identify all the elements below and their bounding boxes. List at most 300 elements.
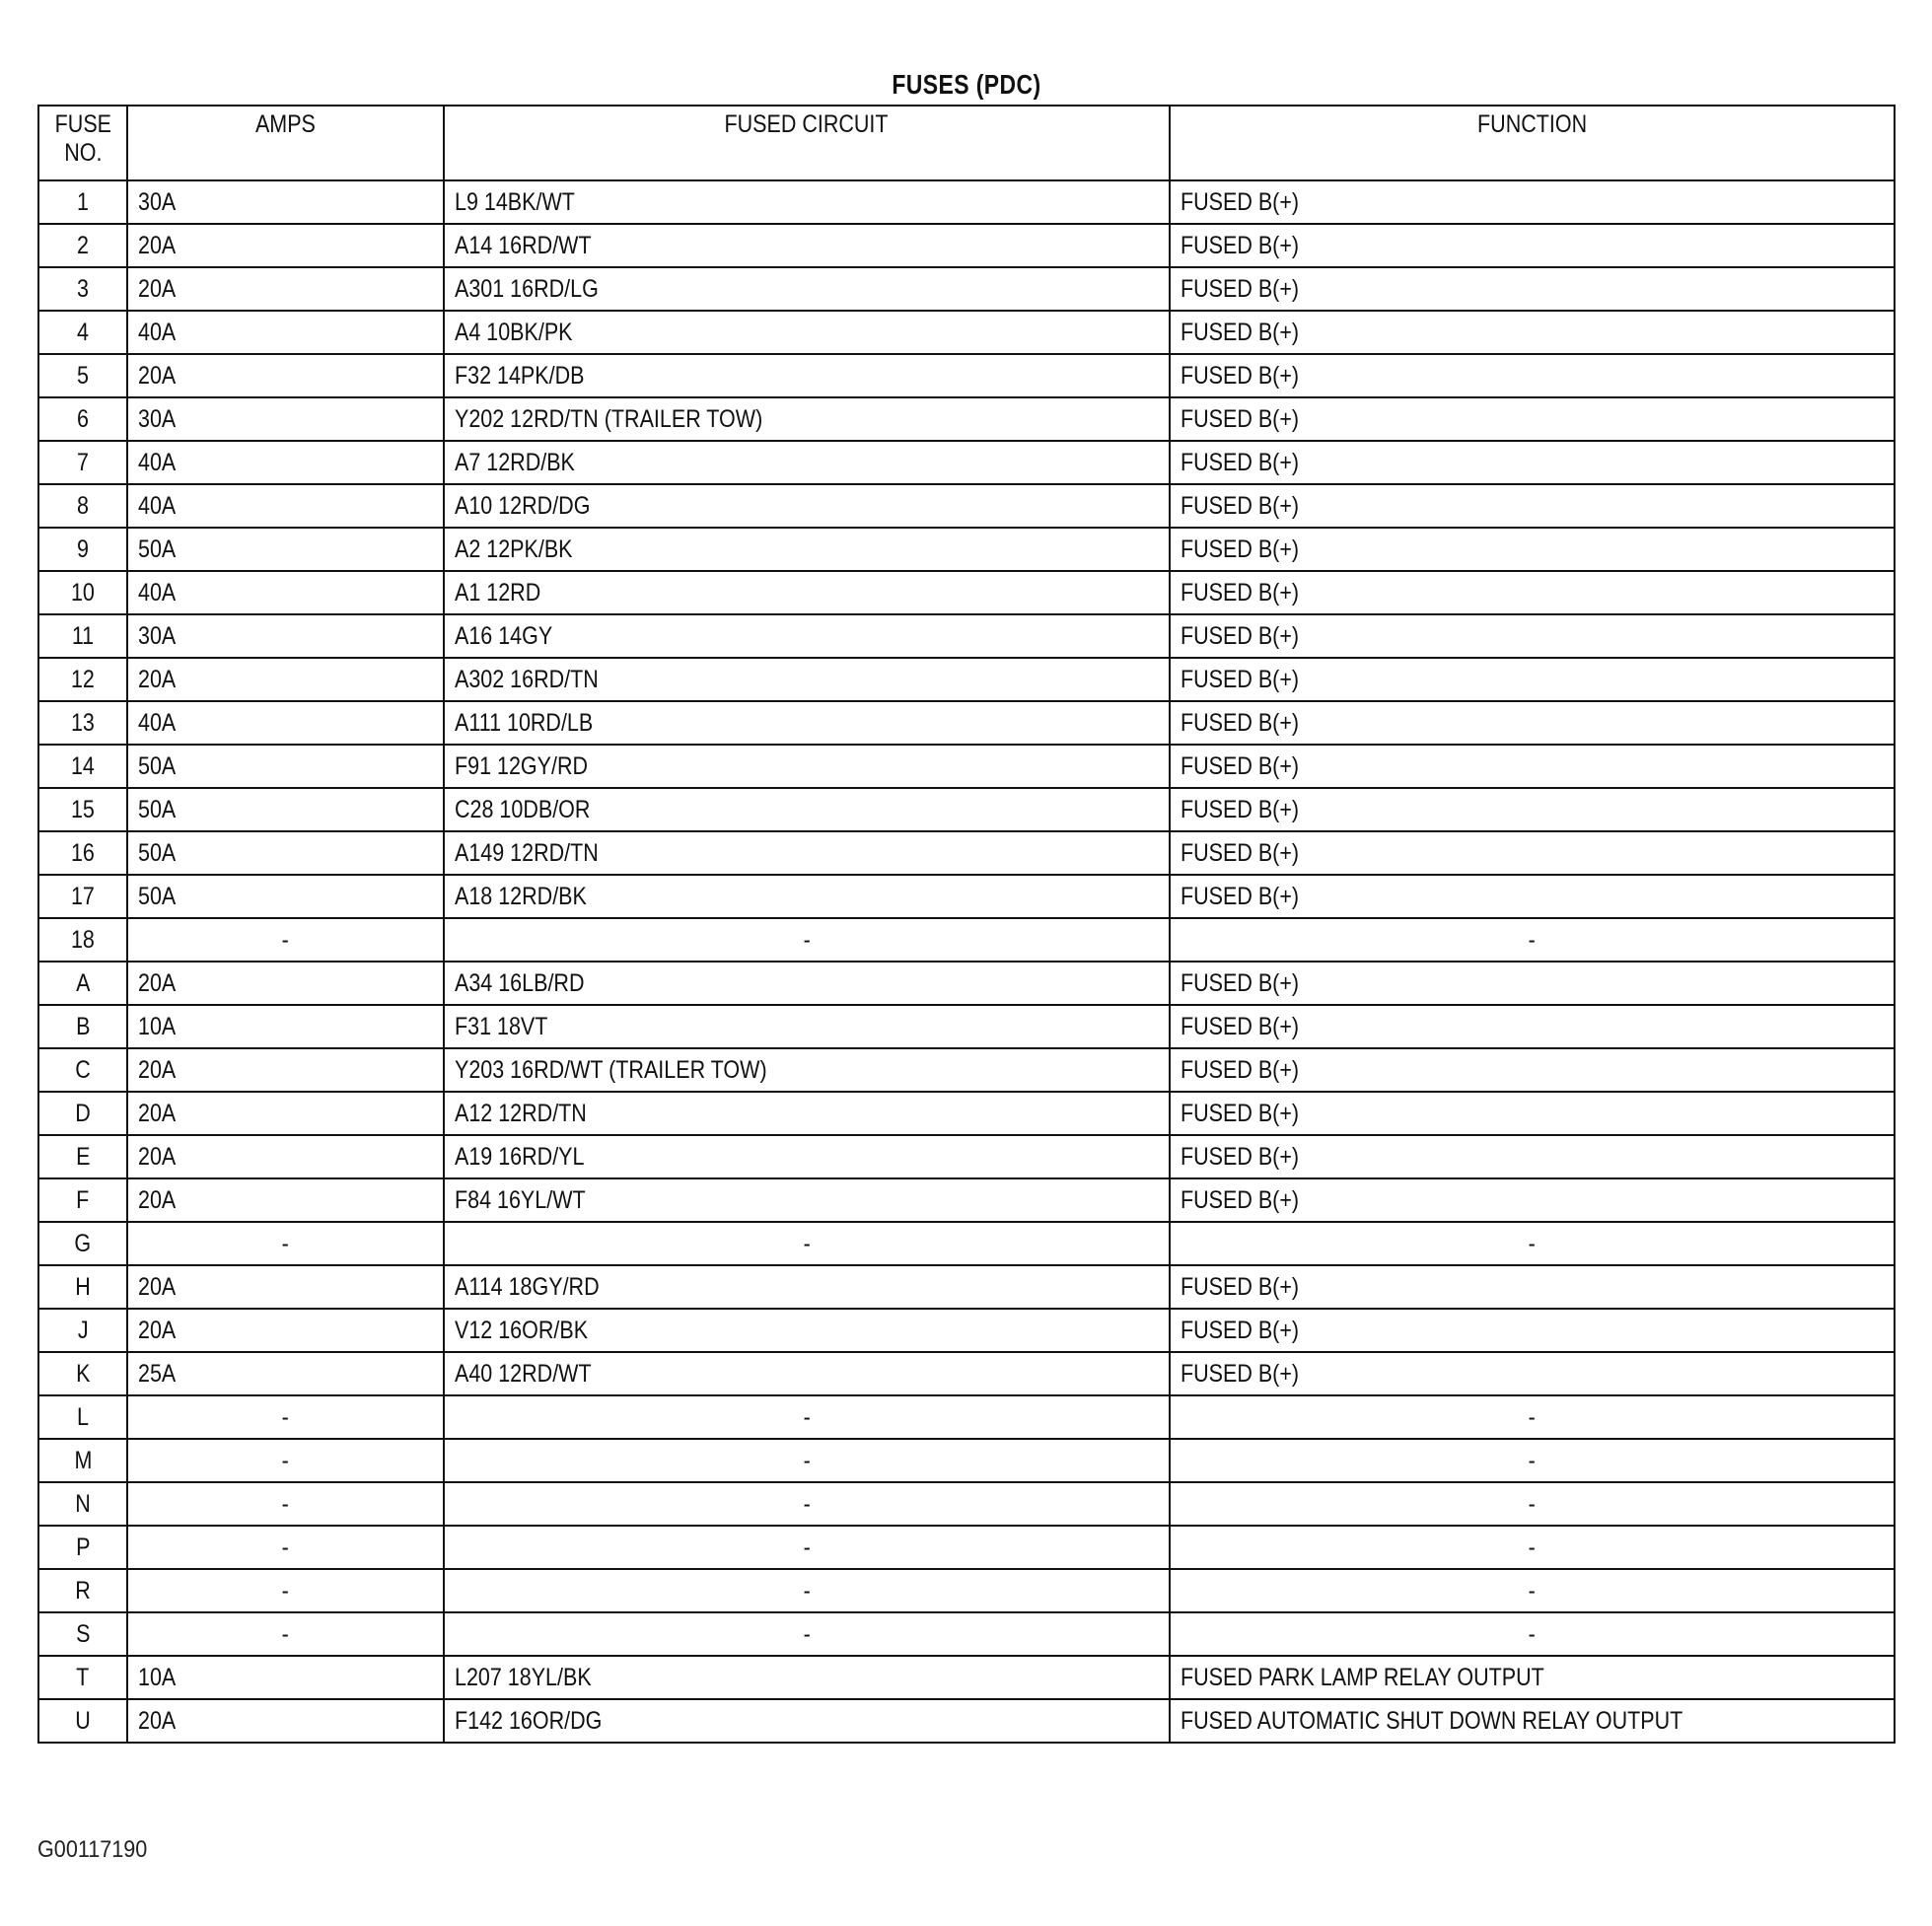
amps-cell bbox=[127, 397, 444, 441]
fuse-no-cell bbox=[38, 180, 127, 224]
fused-circuit-cell bbox=[444, 962, 1170, 1005]
amps-text: - bbox=[281, 1533, 290, 1561]
fused-circuit-cell bbox=[444, 311, 1170, 354]
function-cell bbox=[1170, 1699, 1895, 1743]
fused-circuit-text: A10 12RD/DG bbox=[455, 491, 591, 520]
table-row bbox=[38, 1265, 1895, 1309]
fuse-no-cell bbox=[38, 1699, 127, 1743]
fuse-no-cell bbox=[38, 788, 127, 831]
table-row bbox=[38, 1048, 1895, 1092]
function-text: FUSED B(+) bbox=[1181, 1316, 1300, 1344]
amps-cell bbox=[127, 1222, 444, 1265]
function-text: FUSED B(+) bbox=[1181, 404, 1300, 433]
fused-circuit-text: A16 14GY bbox=[455, 621, 553, 650]
table-row bbox=[38, 1439, 1895, 1482]
fused-circuit-cell bbox=[444, 1569, 1170, 1612]
amps-cell bbox=[127, 1352, 444, 1395]
fused-circuit-cell bbox=[444, 1178, 1170, 1222]
table-row bbox=[38, 1526, 1895, 1569]
fused-circuit-text: - bbox=[803, 1533, 811, 1561]
fuse-no-text: 6 bbox=[77, 404, 89, 433]
fused-circuit-cell bbox=[444, 1265, 1170, 1309]
fuse-no-cell bbox=[38, 1135, 127, 1178]
fused-circuit-text: L9 14BK/WT bbox=[455, 187, 575, 216]
table-row bbox=[38, 701, 1895, 745]
function-cell bbox=[1170, 831, 1895, 875]
function-text: FUSED B(+) bbox=[1181, 187, 1300, 216]
fused-circuit-text: A4 10BK/PK bbox=[455, 318, 573, 346]
amps-text: 20A bbox=[138, 274, 177, 303]
header-fused-circuit-label: FUSED CIRCUIT bbox=[724, 110, 890, 138]
amps-text: 30A bbox=[138, 404, 177, 433]
fused-circuit-cell bbox=[444, 1135, 1170, 1178]
function-text: FUSED PARK LAMP RELAY OUTPUT bbox=[1181, 1663, 1544, 1691]
amps-cell bbox=[127, 1482, 444, 1526]
function-cell bbox=[1170, 1395, 1895, 1439]
fuse-no-text: 16 bbox=[71, 838, 95, 867]
function-cell bbox=[1170, 875, 1895, 918]
amps-cell bbox=[127, 875, 444, 918]
function-text: - bbox=[1528, 925, 1537, 954]
amps-cell bbox=[127, 180, 444, 224]
function-cell bbox=[1170, 528, 1895, 571]
amps-cell bbox=[127, 831, 444, 875]
fuse-no-text: 12 bbox=[71, 665, 95, 693]
table-row bbox=[38, 1222, 1895, 1265]
amps-text: - bbox=[281, 1229, 290, 1257]
function-text: - bbox=[1528, 1229, 1537, 1257]
amps-cell bbox=[127, 745, 444, 788]
fuse-no-text: 18 bbox=[71, 925, 95, 954]
amps-cell bbox=[127, 1005, 444, 1048]
amps-text: 20A bbox=[138, 968, 177, 997]
function-cell bbox=[1170, 918, 1895, 962]
amps-text: 30A bbox=[138, 621, 177, 650]
header-amps bbox=[127, 106, 444, 180]
amps-cell bbox=[127, 1699, 444, 1743]
amps-cell bbox=[127, 788, 444, 831]
fuse-no-cell bbox=[38, 484, 127, 528]
function-cell bbox=[1170, 1612, 1895, 1656]
amps-text: - bbox=[281, 1489, 290, 1518]
fused-circuit-cell bbox=[444, 484, 1170, 528]
fused-circuit-text: F32 14PK/DB bbox=[455, 361, 585, 390]
amps-text: 50A bbox=[138, 838, 177, 867]
amps-cell bbox=[127, 918, 444, 962]
function-cell bbox=[1170, 354, 1895, 397]
amps-cell bbox=[127, 1612, 444, 1656]
table-row bbox=[38, 918, 1895, 962]
fuse-no-text: M bbox=[74, 1446, 92, 1474]
fuse-no-text: 5 bbox=[77, 361, 89, 390]
fuse-no-cell bbox=[38, 1178, 127, 1222]
fuse-no-text: 10 bbox=[71, 578, 95, 606]
header-fuse-no-label: FUSE NO. bbox=[54, 110, 111, 167]
table-row bbox=[38, 1135, 1895, 1178]
fuse-no-text: L bbox=[77, 1402, 89, 1431]
function-cell bbox=[1170, 484, 1895, 528]
amps-text: 25A bbox=[138, 1359, 177, 1388]
function-text: FUSED B(+) bbox=[1181, 1359, 1300, 1388]
fuse-no-cell bbox=[38, 1526, 127, 1569]
fuse-no-text: 4 bbox=[77, 318, 89, 346]
fused-circuit-cell bbox=[444, 571, 1170, 614]
table-row bbox=[38, 441, 1895, 484]
fused-circuit-cell bbox=[444, 1612, 1170, 1656]
function-cell bbox=[1170, 397, 1895, 441]
amps-cell bbox=[127, 1569, 444, 1612]
fuse-no-cell bbox=[38, 701, 127, 745]
fused-circuit-cell bbox=[444, 180, 1170, 224]
fused-circuit-cell bbox=[444, 1352, 1170, 1395]
amps-cell bbox=[127, 311, 444, 354]
function-text: FUSED B(+) bbox=[1181, 751, 1300, 780]
table-title: FUSES (PDC) bbox=[892, 69, 1041, 100]
fuse-no-cell bbox=[38, 1005, 127, 1048]
fuse-no-text: 13 bbox=[71, 708, 95, 737]
amps-cell bbox=[127, 614, 444, 658]
amps-text: - bbox=[281, 925, 290, 954]
function-cell bbox=[1170, 1309, 1895, 1352]
amps-text: 40A bbox=[138, 708, 177, 737]
fused-circuit-text: A2 12PK/BK bbox=[455, 535, 573, 563]
fused-circuit-text: - bbox=[803, 1489, 811, 1518]
amps-text: 30A bbox=[138, 187, 177, 216]
amps-cell bbox=[127, 1048, 444, 1092]
table-row bbox=[38, 614, 1895, 658]
fused-circuit-cell bbox=[444, 918, 1170, 962]
function-cell bbox=[1170, 1352, 1895, 1395]
amps-text: - bbox=[281, 1446, 290, 1474]
function-cell bbox=[1170, 1135, 1895, 1178]
fused-circuit-cell bbox=[444, 1005, 1170, 1048]
function-cell bbox=[1170, 571, 1895, 614]
fuse-no-cell bbox=[38, 354, 127, 397]
fused-circuit-cell bbox=[444, 1439, 1170, 1482]
fuse-no-text: T bbox=[76, 1663, 90, 1691]
amps-text: - bbox=[281, 1619, 290, 1648]
function-text: - bbox=[1528, 1402, 1537, 1431]
function-text: FUSED B(+) bbox=[1181, 1055, 1300, 1084]
fuse-no-cell bbox=[38, 658, 127, 701]
function-cell bbox=[1170, 1178, 1895, 1222]
table-row bbox=[38, 745, 1895, 788]
table-row bbox=[38, 354, 1895, 397]
fuse-no-text: B bbox=[75, 1012, 91, 1040]
fuse-no-cell bbox=[38, 1656, 127, 1699]
function-cell bbox=[1170, 441, 1895, 484]
function-cell bbox=[1170, 962, 1895, 1005]
function-text: FUSED B(+) bbox=[1181, 535, 1300, 563]
fuse-no-text: A bbox=[75, 968, 91, 997]
amps-text: 40A bbox=[138, 491, 177, 520]
fused-circuit-text: A7 12RD/BK bbox=[455, 448, 575, 476]
fuse-no-cell bbox=[38, 918, 127, 962]
function-cell bbox=[1170, 1656, 1895, 1699]
amps-text: 20A bbox=[138, 231, 177, 259]
fuse-no-text: F bbox=[76, 1185, 90, 1214]
amps-cell bbox=[127, 962, 444, 1005]
fused-circuit-text: - bbox=[803, 925, 811, 954]
fused-circuit-cell bbox=[444, 267, 1170, 311]
fused-circuit-text: F31 18VT bbox=[455, 1012, 548, 1040]
amps-cell bbox=[127, 1656, 444, 1699]
fused-circuit-cell bbox=[444, 397, 1170, 441]
table-row bbox=[38, 311, 1895, 354]
fuse-no-cell bbox=[38, 745, 127, 788]
function-text: FUSED B(+) bbox=[1181, 274, 1300, 303]
function-cell bbox=[1170, 788, 1895, 831]
function-text: FUSED B(+) bbox=[1181, 795, 1300, 823]
fused-circuit-text: A111 10RD/LB bbox=[455, 708, 594, 737]
fuse-no-text: J bbox=[77, 1316, 89, 1344]
function-text: FUSED B(+) bbox=[1181, 318, 1300, 346]
fuse-no-cell bbox=[38, 1309, 127, 1352]
amps-text: 20A bbox=[138, 1185, 177, 1214]
fuse-no-cell bbox=[38, 1092, 127, 1135]
table-row bbox=[38, 658, 1895, 701]
amps-cell bbox=[127, 701, 444, 745]
function-cell bbox=[1170, 701, 1895, 745]
fuse-no-text: 11 bbox=[71, 621, 95, 650]
table-row bbox=[38, 267, 1895, 311]
fused-circuit-text: Y203 16RD/WT (TRAILER TOW) bbox=[455, 1055, 767, 1084]
fuse-no-text: 1 bbox=[77, 187, 89, 216]
function-cell bbox=[1170, 224, 1895, 267]
figure-id: G00117190 bbox=[37, 1836, 148, 1863]
amps-text: - bbox=[281, 1576, 290, 1605]
fuses-table bbox=[37, 105, 1896, 1744]
function-text: FUSED B(+) bbox=[1181, 838, 1300, 867]
amps-cell bbox=[127, 354, 444, 397]
table-row bbox=[38, 571, 1895, 614]
fused-circuit-text: - bbox=[803, 1402, 811, 1431]
fused-circuit-text: - bbox=[803, 1619, 811, 1648]
amps-text: 20A bbox=[138, 665, 177, 693]
function-cell bbox=[1170, 745, 1895, 788]
function-text: - bbox=[1528, 1619, 1537, 1648]
table-row bbox=[38, 180, 1895, 224]
function-text: - bbox=[1528, 1533, 1537, 1561]
fused-circuit-text: C28 10DB/OR bbox=[455, 795, 591, 823]
fuse-no-cell bbox=[38, 224, 127, 267]
fused-circuit-text: F91 12GY/RD bbox=[455, 751, 589, 780]
function-cell bbox=[1170, 1092, 1895, 1135]
function-cell bbox=[1170, 1222, 1895, 1265]
function-text: FUSED B(+) bbox=[1181, 1185, 1300, 1214]
fuse-no-text: C bbox=[75, 1055, 91, 1084]
fuse-no-cell bbox=[38, 571, 127, 614]
fuse-no-text: 2 bbox=[77, 231, 89, 259]
amps-cell bbox=[127, 484, 444, 528]
fused-circuit-cell bbox=[444, 354, 1170, 397]
fuse-no-cell bbox=[38, 311, 127, 354]
header-function-label: FUNCTION bbox=[1476, 110, 1588, 138]
function-text: FUSED B(+) bbox=[1181, 621, 1300, 650]
fuse-no-cell bbox=[38, 1612, 127, 1656]
table-row bbox=[38, 875, 1895, 918]
header-function bbox=[1170, 106, 1895, 180]
fuse-no-text: 17 bbox=[71, 882, 95, 910]
fused-circuit-cell bbox=[444, 1048, 1170, 1092]
fused-circuit-text: F84 16YL/WT bbox=[455, 1185, 586, 1214]
function-cell bbox=[1170, 1526, 1895, 1569]
fused-circuit-text: A34 16LB/RD bbox=[455, 968, 585, 997]
fused-circuit-cell bbox=[444, 1222, 1170, 1265]
function-cell bbox=[1170, 658, 1895, 701]
table-row bbox=[38, 224, 1895, 267]
function-text: FUSED B(+) bbox=[1181, 231, 1300, 259]
fuse-no-text: P bbox=[75, 1533, 91, 1561]
amps-text: 20A bbox=[138, 1055, 177, 1084]
fuse-no-cell bbox=[38, 614, 127, 658]
function-text: FUSED B(+) bbox=[1181, 708, 1300, 737]
function-text: FUSED AUTOMATIC SHUT DOWN RELAY OUTPUT bbox=[1181, 1706, 1683, 1735]
fused-circuit-text: L207 18YL/BK bbox=[455, 1663, 592, 1691]
amps-text: 20A bbox=[138, 1142, 177, 1171]
fused-circuit-cell bbox=[444, 658, 1170, 701]
fuse-no-text: G bbox=[74, 1229, 92, 1257]
function-text: FUSED B(+) bbox=[1181, 1099, 1300, 1127]
fuse-no-text: 8 bbox=[77, 491, 89, 520]
function-text: FUSED B(+) bbox=[1181, 1272, 1300, 1301]
fused-circuit-text: V12 16OR/BK bbox=[455, 1316, 589, 1344]
amps-text: 40A bbox=[138, 448, 177, 476]
table-row bbox=[38, 528, 1895, 571]
fuse-no-cell bbox=[38, 1439, 127, 1482]
amps-cell bbox=[127, 658, 444, 701]
fused-circuit-cell bbox=[444, 788, 1170, 831]
fused-circuit-cell bbox=[444, 1699, 1170, 1743]
amps-cell bbox=[127, 267, 444, 311]
amps-text: 20A bbox=[138, 1316, 177, 1344]
fuse-no-text: 15 bbox=[71, 795, 95, 823]
function-cell bbox=[1170, 614, 1895, 658]
amps-cell bbox=[127, 1135, 444, 1178]
fuse-no-cell bbox=[38, 397, 127, 441]
fused-circuit-cell bbox=[444, 831, 1170, 875]
header-fused-circuit bbox=[444, 106, 1170, 180]
function-cell bbox=[1170, 1482, 1895, 1526]
fused-circuit-text: F142 16OR/DG bbox=[455, 1706, 603, 1735]
function-cell bbox=[1170, 1569, 1895, 1612]
table-row bbox=[38, 1352, 1895, 1395]
function-text: FUSED B(+) bbox=[1181, 1142, 1300, 1171]
function-cell bbox=[1170, 267, 1895, 311]
function-text: FUSED B(+) bbox=[1181, 1012, 1300, 1040]
amps-text: 20A bbox=[138, 1099, 177, 1127]
table-body bbox=[38, 180, 1895, 1743]
amps-text: - bbox=[281, 1402, 290, 1431]
amps-cell bbox=[127, 1265, 444, 1309]
function-cell bbox=[1170, 1048, 1895, 1092]
fused-circuit-text: A302 16RD/TN bbox=[455, 665, 599, 693]
fused-circuit-text: A301 16RD/LG bbox=[455, 274, 599, 303]
fuse-no-text: 14 bbox=[71, 751, 95, 780]
fused-circuit-cell bbox=[444, 875, 1170, 918]
table-row bbox=[38, 1699, 1895, 1743]
fused-circuit-cell bbox=[444, 1395, 1170, 1439]
function-cell bbox=[1170, 180, 1895, 224]
amps-text: 50A bbox=[138, 795, 177, 823]
amps-text: 50A bbox=[138, 882, 177, 910]
amps-cell bbox=[127, 1526, 444, 1569]
amps-cell bbox=[127, 441, 444, 484]
table-row bbox=[38, 1395, 1895, 1439]
header-amps-label: AMPS bbox=[255, 110, 316, 138]
function-cell bbox=[1170, 1005, 1895, 1048]
fuse-no-text: E bbox=[75, 1142, 91, 1171]
table-row bbox=[38, 1178, 1895, 1222]
function-text: FUSED B(+) bbox=[1181, 968, 1300, 997]
fused-circuit-cell bbox=[444, 528, 1170, 571]
table-row bbox=[38, 962, 1895, 1005]
amps-text: 10A bbox=[138, 1663, 177, 1691]
fuse-no-cell bbox=[38, 267, 127, 311]
fuse-no-text: N bbox=[75, 1489, 91, 1518]
fused-circuit-text: A114 18GY/RD bbox=[455, 1272, 600, 1301]
table-row bbox=[38, 1656, 1895, 1699]
amps-text: 50A bbox=[138, 751, 177, 780]
amps-text: 50A bbox=[138, 535, 177, 563]
function-text: FUSED B(+) bbox=[1181, 448, 1300, 476]
fuse-no-cell bbox=[38, 528, 127, 571]
fuse-no-text: S bbox=[75, 1619, 91, 1648]
table-row bbox=[38, 1612, 1895, 1656]
table-row bbox=[38, 788, 1895, 831]
amps-text: 20A bbox=[138, 1706, 177, 1735]
amps-text: 20A bbox=[138, 361, 177, 390]
fused-circuit-text: Y202 12RD/TN (TRAILER TOW) bbox=[455, 404, 763, 433]
amps-cell bbox=[127, 1309, 444, 1352]
fused-circuit-text: A14 16RD/WT bbox=[455, 231, 592, 259]
fused-circuit-cell bbox=[444, 1309, 1170, 1352]
amps-text: 10A bbox=[138, 1012, 177, 1040]
fused-circuit-cell bbox=[444, 1482, 1170, 1526]
function-text: FUSED B(+) bbox=[1181, 882, 1300, 910]
fuse-no-cell bbox=[38, 1222, 127, 1265]
amps-cell bbox=[127, 1178, 444, 1222]
function-text: FUSED B(+) bbox=[1181, 361, 1300, 390]
fuse-no-cell bbox=[38, 1265, 127, 1309]
function-text: - bbox=[1528, 1489, 1537, 1518]
function-cell bbox=[1170, 1439, 1895, 1482]
fused-circuit-cell bbox=[444, 1526, 1170, 1569]
header-fuse-no bbox=[38, 106, 127, 180]
fuse-no-text: U bbox=[75, 1706, 91, 1735]
fused-circuit-text: - bbox=[803, 1576, 811, 1605]
fuse-no-cell bbox=[38, 875, 127, 918]
fused-circuit-text: A19 16RD/YL bbox=[455, 1142, 585, 1171]
table-row bbox=[38, 397, 1895, 441]
function-cell bbox=[1170, 1265, 1895, 1309]
fused-circuit-cell bbox=[444, 1656, 1170, 1699]
fuse-no-cell bbox=[38, 1395, 127, 1439]
table-row bbox=[38, 1569, 1895, 1612]
fused-circuit-cell bbox=[444, 224, 1170, 267]
fused-circuit-cell bbox=[444, 1092, 1170, 1135]
fuse-no-text: 7 bbox=[77, 448, 89, 476]
amps-cell bbox=[127, 1439, 444, 1482]
amps-cell bbox=[127, 528, 444, 571]
fuse-no-cell bbox=[38, 831, 127, 875]
table-row bbox=[38, 1309, 1895, 1352]
amps-cell bbox=[127, 1395, 444, 1439]
fuse-no-cell bbox=[38, 1352, 127, 1395]
fused-circuit-cell bbox=[444, 701, 1170, 745]
table-row bbox=[38, 1092, 1895, 1135]
fuse-no-cell bbox=[38, 441, 127, 484]
